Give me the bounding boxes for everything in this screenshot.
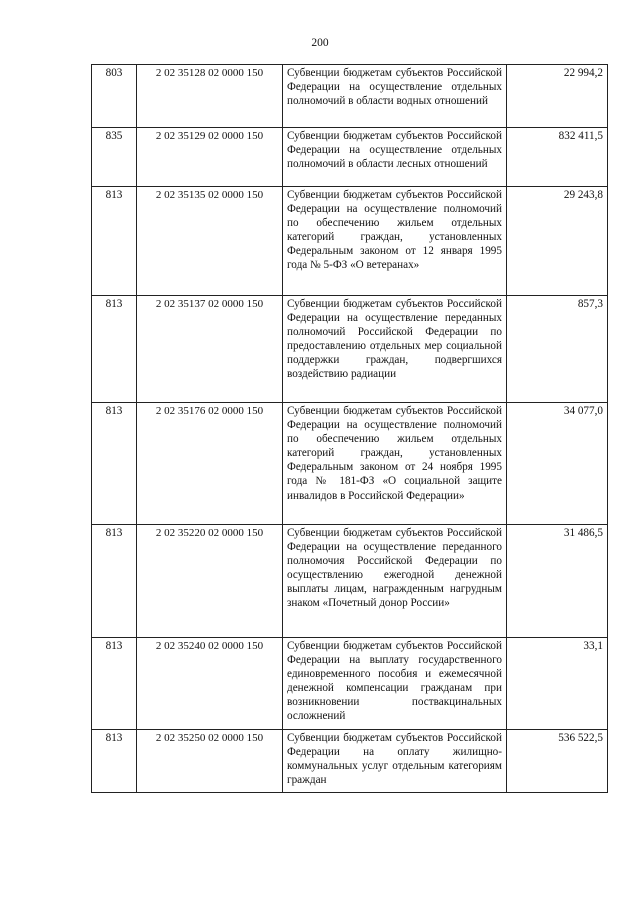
table-row (92, 730, 608, 793)
amount-cell: 29 243,8 (507, 187, 608, 296)
admin-code-cell: 813 (92, 403, 137, 525)
admin-code-cell: 835 (92, 128, 137, 187)
amount-cell: 34 077,0 (507, 403, 608, 525)
admin-code-cell: 813 (92, 638, 137, 730)
budget-code-cell: 2 02 35128 02 0000 150 (137, 65, 283, 128)
revenue-name-cell: Субвенции бюджетам субъектов Российской Федерации на осуществление отдельных полномочий в области водных отношений (283, 65, 507, 128)
table-row (92, 525, 608, 638)
table-row (92, 128, 608, 187)
budget-code-cell: 2 02 35135 02 0000 150 (137, 187, 283, 296)
admin-code-cell: 803 (92, 65, 137, 128)
revenue-name-cell: Субвенции бюджетам субъектов Российской Федерации на осуществление полномочий по обеспечению жильем отдельных категорий граждан, установленных Федеральным законом от 24 ноября 1995 года № 181-ФЗ «О социальной защите инвалидов в Российской Федерации» (283, 403, 507, 525)
budget-code-cell: 2 02 35176 02 0000 150 (137, 403, 283, 525)
budget-code-cell: 2 02 35240 02 0000 150 (137, 638, 283, 730)
admin-code-cell: 813 (92, 296, 137, 403)
revenue-name-cell: Субвенции бюджетам субъектов Российской Федерации на оплату жилищно-коммунальных услуг отдельным категориям граждан (283, 730, 507, 793)
amount-cell: 22 994,2 (507, 65, 608, 128)
table-row (92, 65, 608, 128)
budget-code-cell: 2 02 35220 02 0000 150 (137, 525, 283, 638)
budget-table (91, 64, 608, 793)
admin-code-cell: 813 (92, 730, 137, 793)
table-row (92, 296, 608, 403)
admin-code-cell: 813 (92, 187, 137, 296)
admin-code-cell: 813 (92, 525, 137, 638)
budget-code-cell: 2 02 35250 02 0000 150 (137, 730, 283, 793)
revenue-name-cell: Субвенции бюджетам субъектов Российской Федерации на выплату государственного единовременного пособия и ежемесячной денежной компенсации гражданам при возникновении поствакцинальных осложнений (283, 638, 507, 730)
revenue-name-cell: Субвенции бюджетам субъектов Российской Федерации на осуществление переданных полномочий Российской Федерации по предоставлению отдельных мер социальной поддержки граждан, подвергшихся воздействию радиации (283, 296, 507, 403)
amount-cell: 536 522,5 (507, 730, 608, 793)
table-row (92, 187, 608, 296)
amount-cell: 33,1 (507, 638, 608, 730)
revenue-name-cell: Субвенции бюджетам субъектов Российской Федерации на осуществление переданного полномочия Российской Федерации по осуществлению ежегодной денежной выплаты лицам, награжденным нагрудным знаком «Почетный донор России» (283, 525, 507, 638)
revenue-name-cell: Субвенции бюджетам субъектов Российской Федерации на осуществление отдельных полномочий в области лесных отношений (283, 128, 507, 187)
revenue-name-cell: Субвенции бюджетам субъектов Российской Федерации на осуществление полномочий по обеспечению жильем отдельных категорий граждан, установленных Федеральным законом от 12 января 1995 года № 5-ФЗ «О ветеранах» (283, 187, 507, 296)
amount-cell: 857,3 (507, 296, 608, 403)
page-number: 200 (311, 37, 329, 49)
amount-cell: 832 411,5 (507, 128, 608, 187)
table-row (92, 638, 608, 730)
budget-code-cell: 2 02 35137 02 0000 150 (137, 296, 283, 403)
table-row (92, 403, 608, 525)
budget-code-cell: 2 02 35129 02 0000 150 (137, 128, 283, 187)
amount-cell: 31 486,5 (507, 525, 608, 638)
